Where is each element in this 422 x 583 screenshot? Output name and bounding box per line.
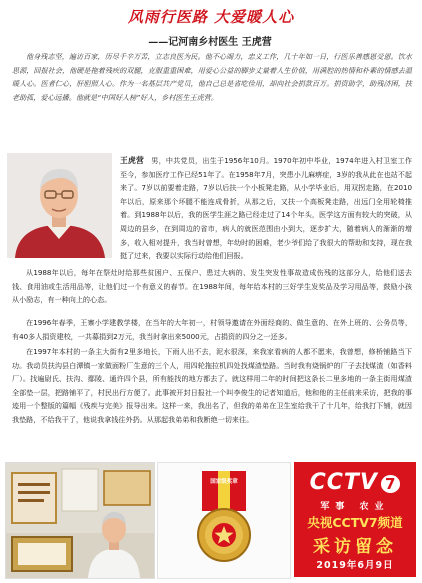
cctv-channel-subtitle: 军事 农业 [320,502,390,512]
road-paving-paragraph: 在1997年本村的一条主大街有2里多地长，下雨人出不去，泥水很深，来我家看病的人都不愿来，我曾想，修桥铺路当下功。我动员扶沟县白潭镇一家做面粉厂生意的三个人，用四轮拖拉机四处找煤渣垫路。当时我有烧锅炉的厂子去找煤渣（如香料厂）。找遍尉氏、扶沟、鄢陵、通许四个县，所有能找的地方都去了。就这样用二年的时间把这条长二里多地的一条主街用煤渣全部垫一层，把路铺平了，村民出行方便了。此事被开封日报社一个叫李俊生的记者知道后，他和他的主任前来采访，把我的事迹用一个整版的篇幅《残疾与完美》报导出来。这样一来，我出名了，但我的弟弟在卫生室给我干了十几年，给我打下铺，就因我垫路，不给我干了，他说我拿钱往外扔。从那起我弟弟和我断绝一切来往。 [12,347,412,424]
honor-medal-photo [157,462,291,579]
award-ribbon-text: 国家级奖章 [210,479,238,485]
cctv-interview-caption: 采访留念 [313,537,397,557]
person-name: 王虎营 [120,156,144,165]
article-title: 风雨行医路 大爱暖人心 [127,8,295,26]
cctv-logo [294,470,416,495]
cctv-channel-name: 央视CCTV7频道 [307,515,403,530]
doctor-with-plaque-photo [5,462,155,579]
biography-paragraph [120,154,412,263]
portrait-photo [7,153,112,258]
cctv-logo-text: CCTV [309,470,378,495]
biography-text: 男，中共党员，出生于1956年10月。1970年初中毕业，1974年进入村卫室工作至今，参加医疗工作已经51年了。在1958年7月，突患小儿麻痹症，3岁的我从此在也站不起来了。7岁以前要着走路，7岁以后扶一个小板凳走路，从小学毕业后，用双拐走路，在2010年以后，原来那个坏腿不能连成骨折，从那之后，又扶一个高板凳走路，出远门全用轮椅推着。到1988年以后，我的医学生涯之路已经走过了14个年头，医学这方面有较大的突破，从周边的县乡，在到周边的省市，病人的就医范围由小到大，逐步扩大，随着病人的渐渐的增多，收入相对提升，我当时曾想，年幼时的困难，老少爷们给了我很大的帮助和支持，现在我挺了过来，我要以实际行动给他们回报。 [120,156,413,261]
cctv7-interview-banner [294,462,416,577]
cctv-interview-date: 2019年6月9日 [316,560,394,571]
charity-paragraph: 从1988年以后，每年在祭灶时给那些贫困户、五保户、患过大病的、发生突发性事故造成伤残的这部分人，给他们送去钱、食用油或生活用品等，让他们过一个有意义的春节。在1988年间，每年给本村的三好学生发奖品及学习用品等，鼓励小孩从小励志，有一种向上的心态。 [12,268,412,305]
school-donation-paragraph: 在1996年春季，王寨小学建教学楼，在当年的大年初一，村领导邀请在外面经商的、做生意的、在外上班的、公务员等，有40多人捐资建校，一共募捐到2万元，我当时拿出来5000元，占捐资的四分之一还多。 [12,318,412,341]
cctv-channel-number: 7 [381,475,400,493]
intro-paragraph: 他身残志坚，遍访百家，历尽千辛万苦，立志良医为民。他不心竭力，忠义工作，几十年如一日，行医乐善感恩受恩。饮水思源，回报社会，他硬是拖着残疾的双腿，克服重重困难，用爱心公益的脚步丈量着人生价值，用满腔的热情和朴素的情感去温暖人心。医者仁心，肝胆照人心。作为一名基层共产党员，他自己总是省吃俭用，却向社会捐款百万。捐资助学，助残济困，扶老助孤，爱心远播。他就是“中国好人榜”好人，乡村医生王虎营。 [12,52,412,102]
article-subtitle: ——记河南乡村医生 王虎营 [148,37,272,48]
